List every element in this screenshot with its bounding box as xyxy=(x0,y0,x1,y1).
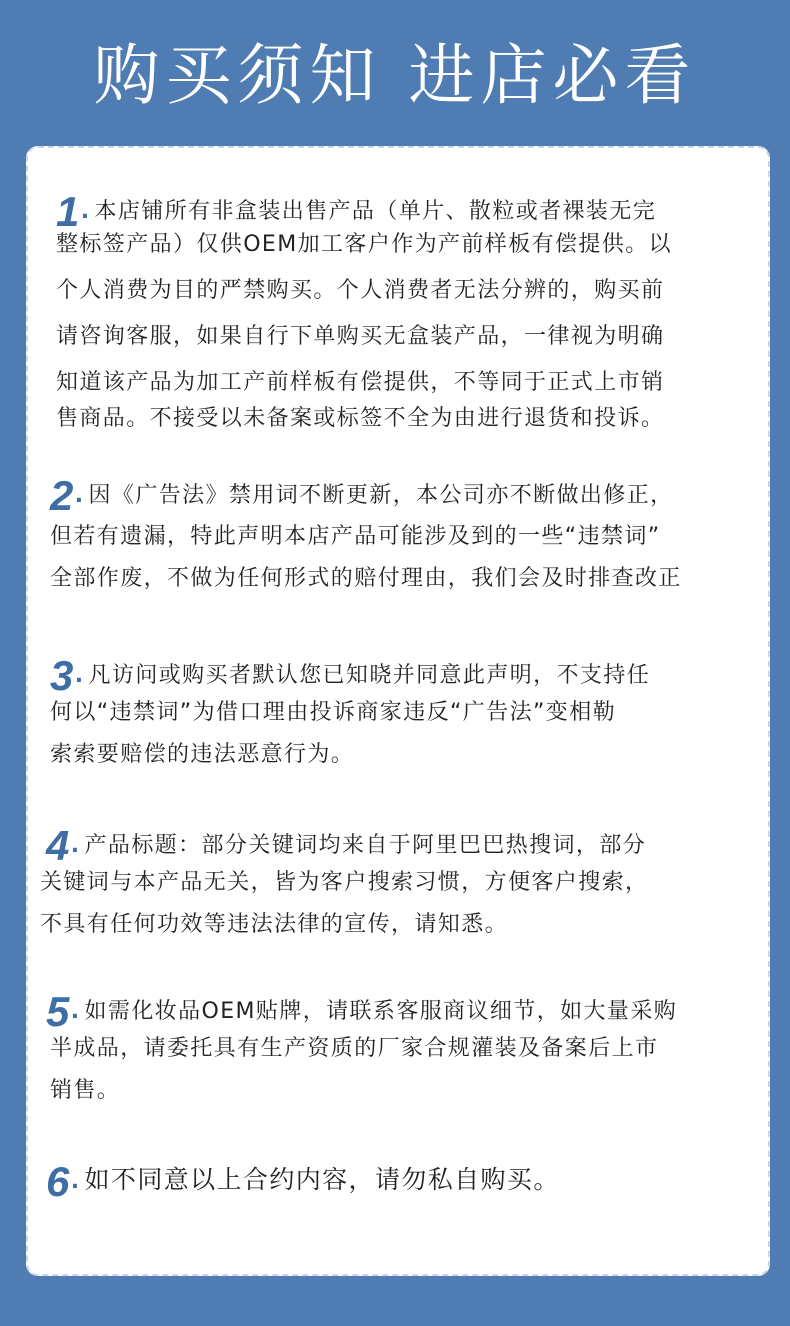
item-line: 知道该产品为加工产前样板有偿提供，不等同于正式上市销 xyxy=(56,370,665,395)
item-number: 6 xyxy=(46,1158,71,1205)
item-line: 全部作废，不做为任何形式的赔付理由，我们会及时排查改正 xyxy=(50,566,682,591)
item-line: 销售。 xyxy=(50,1078,121,1103)
page-title: 购买须知 进店必看 xyxy=(93,37,697,114)
item-line: 因《广告法》禁用词不断更新，本公司亦不断做出修正， xyxy=(88,483,674,508)
item-line: 售商品。不接受以未备案或标签不全为由进行退货和投诉。 xyxy=(56,406,665,431)
item-line: 如需化妆品OEM贴牌，请联系客服商议细节，如大量采购 xyxy=(84,999,678,1024)
item-number: 4 xyxy=(46,822,71,869)
item-marker: . xyxy=(70,1169,81,1194)
item-number: 1 xyxy=(56,188,81,235)
item-line: 半成品，请委托具有生产资质的厂家合规灌装及备案后上市 xyxy=(50,1036,659,1061)
item-marker: . xyxy=(70,833,81,858)
item-line: 如不同意以上合约内容，请勿私自购买。 xyxy=(84,1165,560,1194)
item-line: 关键词与本产品无关，皆为客户搜索习惯，方便客户搜索， xyxy=(40,870,649,895)
item-line: 凡访问或购买者默认您已知晓并同意此声明，不支持任 xyxy=(88,663,651,688)
item-marker: . xyxy=(80,199,91,224)
item-line: 不具有任何功效等违法法律的宣传，请知悉。 xyxy=(40,912,509,937)
item-line: 产品标题：部分关键词均来自于阿里巴巴热搜词，部分 xyxy=(84,833,647,858)
item-line: 整标签产品）仅供OEM加工客户作为产前样板有偿提供。以 xyxy=(56,232,672,257)
item-marker: . xyxy=(74,483,85,508)
item-number: 2 xyxy=(50,472,75,519)
item-number: 3 xyxy=(50,652,75,699)
item-line: 何以“违禁词”为借口理由投诉商家违反“广告法”变相勒 xyxy=(50,700,616,725)
item-marker: . xyxy=(70,999,81,1024)
item-number: 5 xyxy=(46,988,71,1035)
item-line: 但若有遗漏，特此声明本店产品可能涉及到的一些“违禁词” xyxy=(50,524,661,549)
item-line: 本店铺所有非盒装出售产品（单片、散粒或者裸装无完 xyxy=(94,199,657,224)
item-line: 索索要赔偿的违法恶意行为。 xyxy=(50,742,355,767)
item-line: 请咨询客服，如果自行下单购买无盒装产品，一律视为明确 xyxy=(56,324,665,349)
item-line: 个人消费为目的严禁购买。个人消费者无法分辨的，购买前 xyxy=(56,278,665,303)
item-marker: . xyxy=(74,663,85,688)
notice-card xyxy=(26,146,770,1276)
